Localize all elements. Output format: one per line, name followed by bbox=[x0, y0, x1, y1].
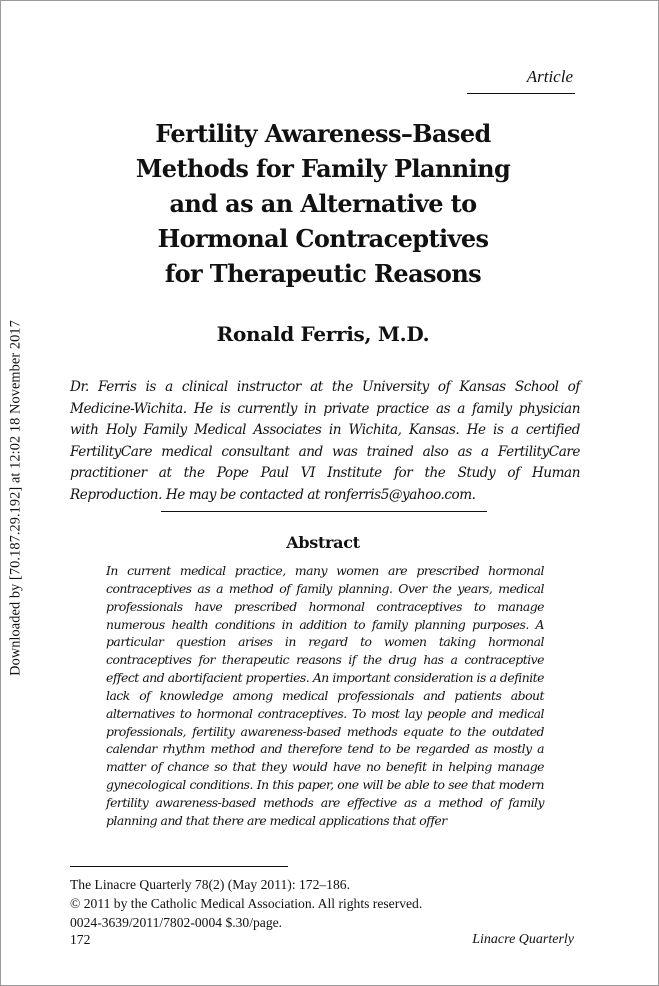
footnote-copyright: © 2011 by the Catholic Medical Association. All rights reserved. bbox=[70, 896, 423, 911]
section-divider bbox=[161, 511, 487, 512]
section-label-rule bbox=[467, 93, 575, 94]
section-label: Article bbox=[526, 67, 573, 86]
download-watermark: Downloaded by [70.187.29.192] at 12:02 18 November 2017 bbox=[7, 320, 24, 676]
author-bio: Dr. Ferris is a clinical instructor at the University of Kansas School of Medicine-Wichita. He is currently in private practice as a family physician with Holy Family Medical Associates in Wichita, Kansas. He is a certified FertilityCare medical consultant and was trained also as a FertilityCare practitioner at the Pope Paul VI Institute for the Study of Human Reproduction. He may be contacted at ronferris5@yahoo.com. bbox=[70, 379, 580, 503]
page-number: 172 bbox=[70, 932, 91, 947]
title-line: for Therapeutic Reasons bbox=[164, 259, 482, 288]
footnote-citation: The Linacre Quarterly 78(2) (May 2011): 172–186. bbox=[70, 877, 350, 892]
running-footer-journal: Linacre Quarterly bbox=[472, 932, 574, 947]
abstract-text: In current medical practice, many women are prescribed hormonal contraceptives as a method of family planning. Over the years, medical professionals have prescribed hormonal contraceptives to manage numerous health conditions in addition to family planning purposes. A particular question arises in regard to women taking hormonal contraceptives for therapeutic reasons if the drug has a contraceptive effect and abortifacient properties. An important consideration is a definite lack of knowledge among medical professionals and patients about alternatives to hormonal contraceptives. To most lay people and medical professionals, fertility awareness-based methods equate to the outdated calendar rhythm method and therefore tend to be regarded as mostly a matter of chance so that they would have no benefit in helping manage gynecological conditions. In this paper, one will be able to see that modern fertility awareness-based methods are effective as a method of family planning and that there are medical applications that offer bbox=[106, 563, 544, 828]
title-line: and as an Alternative to bbox=[169, 189, 477, 218]
author-name: Ronald Ferris, M.D. bbox=[216, 322, 430, 346]
abstract-heading: Abstract bbox=[286, 533, 360, 552]
article-title bbox=[80, 116, 566, 291]
title-line: Fertility Awareness–Based bbox=[155, 119, 491, 148]
footnote-rule bbox=[70, 866, 288, 867]
footnote bbox=[70, 875, 570, 932]
title-line: Hormonal Contraceptives bbox=[157, 224, 489, 253]
title-line: Methods for Family Planning bbox=[135, 154, 511, 183]
footnote-code: 0024-3639/2011/7802-0004 $.30/page. bbox=[70, 915, 283, 930]
